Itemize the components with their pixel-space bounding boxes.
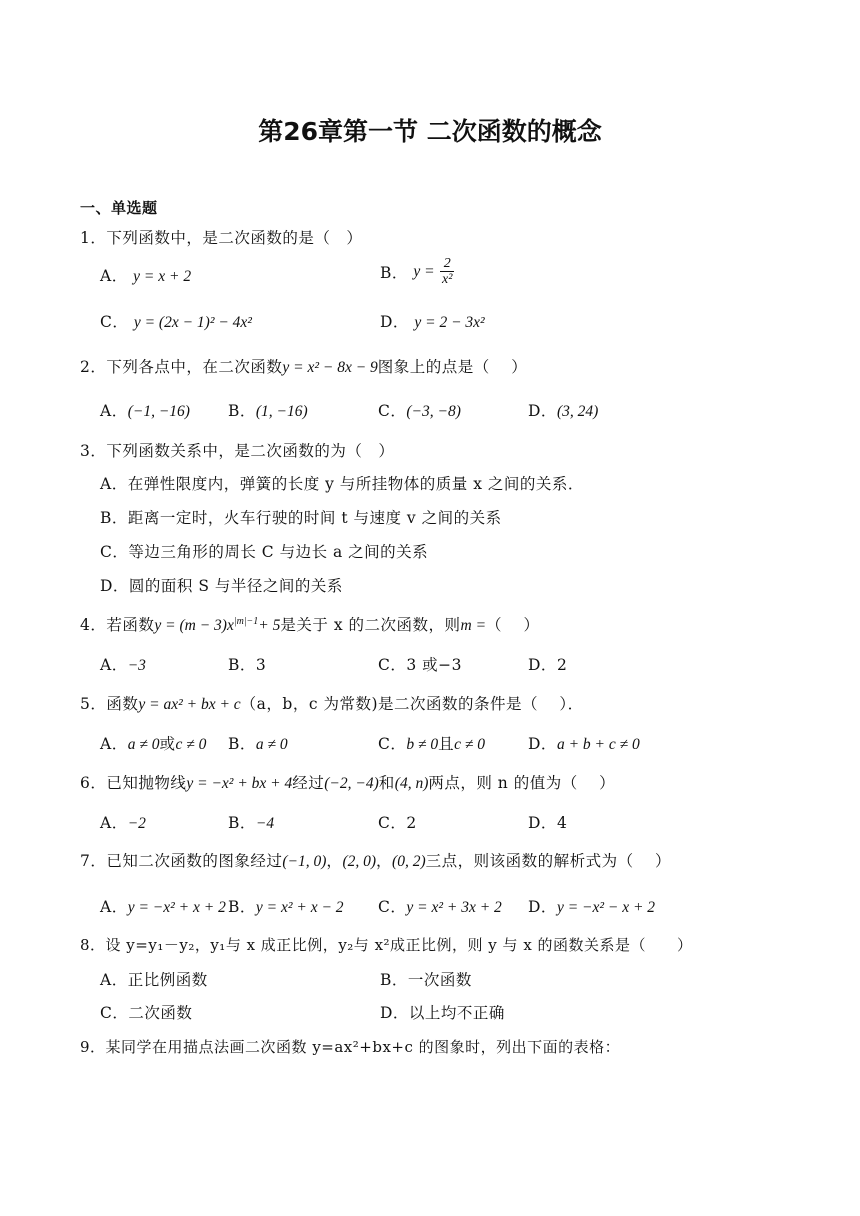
option-expr: −2 — [127, 815, 146, 832]
option-label: D． — [528, 735, 557, 753]
fraction-denominator: x² — [441, 272, 453, 288]
option-label: A． — [100, 814, 128, 832]
option-expr: 2 — [556, 656, 568, 674]
option-label: D． — [528, 898, 557, 916]
option-expr: c ≠ 0 — [454, 736, 486, 753]
option-text: 或 — [159, 735, 176, 753]
option-expr: y = (2x − 1)² − 4x² — [133, 314, 252, 331]
q4-option-b — [228, 653, 266, 675]
option-label: A． — [100, 656, 128, 674]
option-label: A． — [100, 735, 128, 753]
q5-option-a — [100, 732, 206, 754]
q7-option-a — [100, 895, 226, 917]
option-expr: y = x + 2 — [133, 268, 192, 285]
option-expr: y = x² + x − 2 — [255, 899, 344, 916]
option-expr: y = — [413, 262, 435, 280]
page-title: 第26章第一节 二次函数的概念 — [258, 117, 602, 146]
stem-expr: + 5 — [258, 617, 281, 634]
q7-option-d — [528, 895, 655, 917]
stem-expr: (2, 0) — [342, 853, 377, 870]
option-label: D． — [528, 402, 557, 420]
section-heading: 一、单选题 — [80, 199, 158, 217]
q3-option-c: C．等边三角形的周长 C 与边长 a 之间的关系 — [100, 543, 429, 561]
question-1-stem: 1．下列函数中，是二次函数的是（ ） — [80, 229, 363, 247]
stem-expr: (−2, −4) — [324, 775, 379, 792]
question-3-stem: 3．下列函数关系中，是二次函数的为（ ） — [80, 442, 395, 460]
q3-option-b: B．距离一定时，火车行驶的时间 t 与速度 v 之间的关系 — [100, 509, 502, 527]
stem-text: ， — [376, 852, 393, 870]
fraction — [440, 256, 454, 288]
option-expr: (−3, −8) — [406, 403, 461, 420]
stem-text: （a，b，c 为常数)是二次函数的条件是（ ）． — [240, 695, 584, 713]
fraction-numerator: 2 — [440, 256, 454, 272]
q7-option-b — [228, 895, 344, 917]
q1-option-b — [380, 256, 454, 288]
stem-text: 经过 — [292, 774, 325, 792]
option-expr: b ≠ 0 — [406, 736, 439, 753]
option-expr: y = −x² − x + 2 — [556, 899, 656, 916]
q5-option-b — [228, 732, 288, 754]
question-9-stem: 9．某同学在用描点法画二次函数 y=ax²+bx+c 的图象时，列出下面的表格： — [80, 1038, 621, 1056]
q7-option-c — [378, 895, 502, 917]
q4-option-d — [528, 653, 567, 675]
stem-expr: (0, 2) — [392, 853, 426, 870]
option-label: C． — [378, 402, 407, 420]
q1-option-a — [100, 264, 191, 286]
stem-expr: m = — [460, 617, 487, 634]
q8-option-c: C．二次函数 — [100, 1004, 193, 1022]
option-expr: 3 — [255, 656, 267, 674]
q8-option-a: A．正比例函数 — [100, 971, 208, 989]
q8-option-b: B．一次函数 — [380, 971, 472, 989]
option-expr: (3, 24) — [556, 403, 599, 420]
stem-text: ， — [326, 852, 343, 870]
q6-option-c — [378, 811, 417, 833]
stem-expr: y = x² − 8x − 9 — [282, 359, 378, 376]
stem-text: 和 — [378, 774, 395, 792]
option-expr: −4 — [255, 815, 275, 832]
option-expr: a + b + c ≠ 0 — [556, 736, 640, 753]
option-label: D． — [528, 814, 557, 832]
q2-option-a — [100, 399, 190, 421]
q3-option-a: A．在弹性限度内，弹簧的长度 y 与所挂物体的质量 x 之间的关系． — [100, 475, 584, 493]
option-label: B． — [228, 898, 256, 916]
q6-option-d — [528, 811, 567, 833]
option-label: C． — [378, 735, 407, 753]
option-label: A． — [100, 402, 128, 420]
stem-expr: (4, n) — [394, 775, 429, 792]
q4-option-c — [378, 653, 462, 675]
option-expr: a ≠ 0 — [127, 736, 160, 753]
option-label: C． — [100, 313, 129, 331]
stem-expr: y = −x² + bx + 4 — [186, 775, 293, 792]
option-expr: 2 — [406, 814, 417, 832]
option-expr: a ≠ 0 — [255, 736, 288, 753]
stem-text: 三点，则该函数的解析式为（ ） — [425, 852, 672, 870]
stem-text: 图象上的点是（ ） — [377, 358, 528, 376]
q6-option-a — [100, 811, 146, 833]
question-7-stem — [80, 849, 671, 871]
q2-option-d — [528, 399, 598, 421]
option-label: C． — [378, 814, 407, 832]
q3-option-d: D．圆的面积 S 与半径之间的关系 — [100, 577, 343, 595]
q6-option-b — [228, 811, 274, 833]
option-text: 且 — [438, 735, 455, 753]
option-label: B． — [228, 656, 256, 674]
stem-exponent: |m|−1 — [233, 615, 259, 627]
q1-option-c — [100, 310, 252, 332]
q5-option-c — [378, 732, 485, 754]
option-label: D． — [380, 313, 409, 331]
option-label: D． — [528, 656, 557, 674]
q4-option-a — [100, 653, 146, 675]
option-expr: 3 或−3 — [406, 656, 463, 674]
stem-expr: (−1, 0) — [282, 853, 327, 870]
q2-option-b — [228, 399, 308, 421]
question-4-stem — [80, 613, 539, 635]
q1-option-d — [380, 310, 485, 332]
q5-option-d — [528, 732, 640, 754]
option-expr: (1, −16) — [255, 403, 308, 420]
option-label: A． — [100, 267, 128, 285]
stem-text: 6．已知抛物线 — [80, 774, 187, 792]
option-expr: 4 — [556, 814, 568, 832]
option-label: B． — [228, 402, 256, 420]
stem-text: 4．若函数 — [80, 616, 155, 634]
stem-text: 2．下列各点中，在二次函数 — [80, 358, 283, 376]
stem-text: 是关于 x 的二次函数，则 — [280, 616, 461, 634]
q8-option-d: D．以上均不正确 — [380, 1004, 505, 1022]
option-expr: y = −x² + x + 2 — [127, 899, 226, 916]
stem-text: 两点，则 n 的值为（ ） — [428, 774, 616, 792]
stem-text: （ ） — [486, 616, 540, 634]
stem-text: 7．已知二次函数的图象经过 — [80, 852, 283, 870]
option-expr: c ≠ 0 — [175, 736, 207, 753]
option-label: B． — [380, 263, 408, 282]
option-label: A． — [100, 898, 128, 916]
option-expr: −3 — [127, 657, 146, 674]
option-label: B． — [228, 814, 256, 832]
question-8-stem: 8．设 y=y₁－y₂，y₁与 x 成正比例，y₂与 x²成正比例，则 y 与 x 的函数关系是（ ） — [80, 936, 693, 954]
question-2-stem — [80, 355, 527, 377]
question-5-stem — [80, 692, 584, 714]
stem-expr: y = ax² + bx + c — [138, 696, 241, 713]
option-expr: (−1, −16) — [127, 403, 190, 420]
q2-option-c — [378, 399, 461, 421]
option-expr: y = x² + 3x + 2 — [406, 899, 502, 916]
option-label: B． — [228, 735, 256, 753]
stem-text: 5．函数 — [80, 695, 139, 713]
option-label: C． — [378, 656, 407, 674]
question-6-stem — [80, 771, 615, 793]
option-label: C． — [378, 898, 407, 916]
stem-expr: y = (m − 3)x — [154, 617, 234, 634]
option-expr: y = 2 − 3x² — [414, 314, 485, 331]
